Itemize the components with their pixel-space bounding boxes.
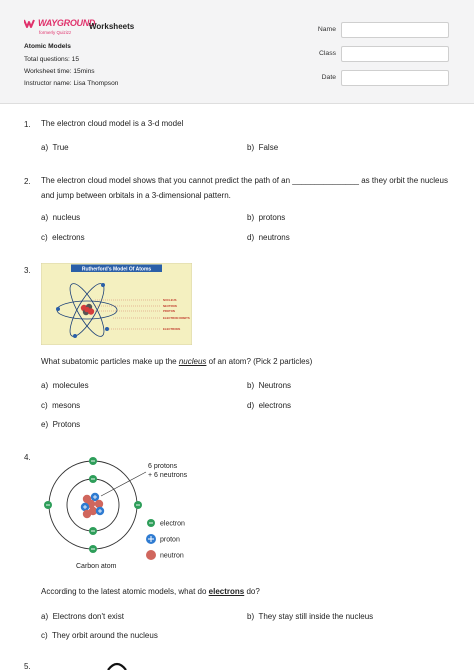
rutherford-model-figure	[41, 263, 192, 345]
question-2-text-line-1: The electron cloud model shows that you cannot predict the path of an _______________ as they orbit the nucleus	[41, 176, 448, 185]
question-4-option-a[interactable]: a) Electrons don't exist	[41, 612, 124, 621]
brand-logo	[24, 18, 96, 35]
figure-label-electrons: ELECTRONS	[163, 327, 181, 331]
question-4-number: 4.	[24, 453, 31, 462]
date-field[interactable]	[341, 70, 449, 86]
question-3-option-b[interactable]: b) Neutrons	[247, 381, 292, 390]
question-3-option-a[interactable]: a) molecules	[41, 381, 89, 390]
question-2-number: 2.	[24, 177, 31, 186]
carbon-proton-count: 6 protons	[148, 463, 178, 470]
question-1-option-a[interactable]: a) True	[41, 143, 69, 152]
legend-neutron-icon	[146, 550, 156, 560]
question-1-number: 1.	[24, 120, 31, 129]
question-4-option-b[interactable]: b) They stay still inside the nucleus	[247, 612, 374, 621]
worksheet-time: Worksheet time: 15mins	[24, 68, 95, 75]
legend-proton-icon	[146, 534, 156, 544]
class-field[interactable]	[341, 46, 449, 62]
carbon-neutron-count: + 6 neutrons	[148, 472, 188, 479]
instructor-name: Instructor name: Lisa Thompson	[24, 80, 119, 87]
figure-label-proton: PROTON	[163, 309, 175, 313]
question-4-option-c[interactable]: c) They orbit around the nucleus	[41, 631, 158, 640]
figure-label-nucleus: NUCLEUS	[163, 298, 177, 302]
figure-label-electron-orbits: ELECTRON ORBITS	[163, 316, 190, 320]
total-questions: Total questions: 15	[24, 56, 79, 63]
question-2-option-c[interactable]: c) electrons	[41, 233, 85, 242]
question-2-text-line-2: and jump between orbitals in a 3-dimensional pattern.	[41, 190, 231, 200]
legend-electron-label: electron	[160, 520, 185, 528]
quiz-title: Atomic Models	[24, 43, 71, 50]
name-field[interactable]	[341, 22, 449, 38]
question-3-number: 3.	[24, 266, 31, 275]
question-2-text	[41, 174, 448, 203]
class-label: Class	[319, 50, 336, 57]
date-label: Date	[321, 74, 336, 81]
carbon-nucleus-icon	[81, 493, 104, 518]
question-3-option-e[interactable]: e) Protons	[41, 420, 81, 429]
figure-label-neutron: NEUTRON	[163, 304, 177, 308]
question-4-emphasis: electrons	[208, 587, 245, 596]
question-2-option-d[interactable]: d) neutrons	[247, 233, 290, 242]
question-2-option-b[interactable]: b) protons	[247, 213, 286, 222]
question-3-text: What subatomic particles make up the nucleus of an atom? (Pick 2 particles)	[41, 357, 313, 366]
question-1-text: The electron cloud model is a 3-d model	[41, 119, 184, 128]
logo-wordmark: WAYGROUND	[38, 18, 96, 28]
name-label: Name	[317, 26, 336, 33]
question-4-text: According to the latest atomic models, what do electrons do?	[41, 587, 260, 596]
question-3-option-d[interactable]: d) electrons	[247, 401, 292, 410]
header-title: Worksheets	[89, 22, 135, 31]
rutherford-figure-title: Rutherford's Model Of Atoms	[81, 266, 152, 273]
question-3-option-c[interactable]: c) mesons	[41, 401, 81, 410]
carbon-atom-figure	[40, 454, 190, 572]
wayground-logo-icon	[24, 19, 38, 28]
legend-proton-label: proton	[160, 536, 180, 544]
question-5-number: 5.	[24, 662, 31, 670]
legend-neutron-label: neutron	[160, 552, 184, 560]
carbon-atom-caption: Carbon atom	[76, 563, 117, 570]
logo-subtitle: formerly Quizizz	[39, 30, 72, 35]
question-2-option-a[interactable]: a) nucleus	[41, 213, 81, 222]
question-5-figure-partial	[106, 660, 128, 670]
legend-electron-icon	[147, 519, 155, 527]
question-3-emphasis: nucleus	[178, 357, 207, 366]
question-1-option-b[interactable]: b) False	[247, 143, 279, 152]
worksheet-header	[0, 0, 474, 104]
